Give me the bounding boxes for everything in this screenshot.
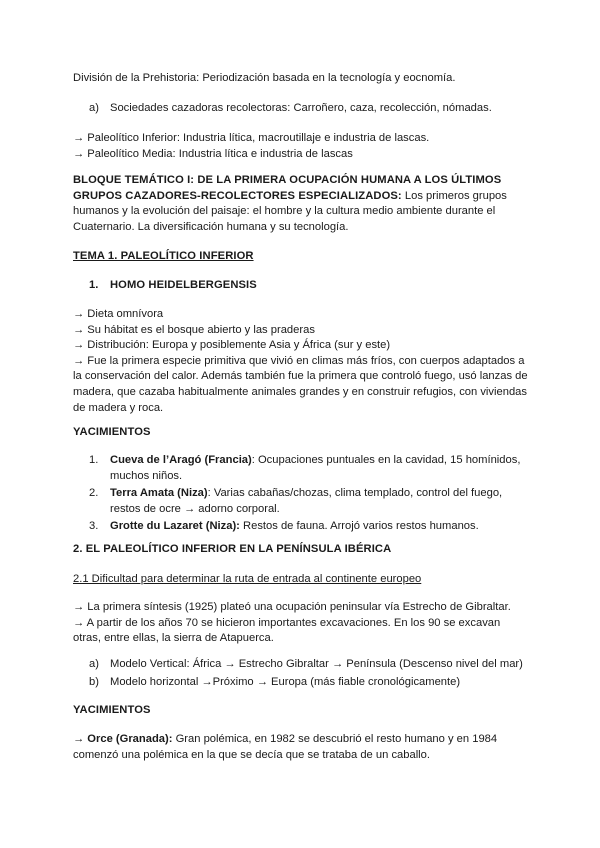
bloque-desc: Cuaternario. La diversificación humana y su tecnología. xyxy=(73,220,349,233)
paleo-line: → Paleolítico Media: Industria lítica e industria de lascas xyxy=(73,147,353,160)
site-desc: muchos niños. xyxy=(110,469,183,482)
tema1-heading: TEMA 1. PALEOLÍTICO INFERIOR xyxy=(73,250,254,262)
yacimientos-list xyxy=(73,453,553,537)
section-line: → A partir de los años 70 se hicieron importantes excavaciones. En los 90 se excavan xyxy=(73,616,501,629)
orce-paragraph xyxy=(73,732,553,763)
list-item xyxy=(73,453,553,484)
bloque-title-cont: GRUPOS CAZADORES-RECOLECTORES ESPECIALIZADOS: xyxy=(73,189,402,202)
list-item xyxy=(73,519,553,535)
homo-line: de madera y roca. xyxy=(73,401,164,414)
list-marker: a) xyxy=(89,658,99,670)
list-marker: 2. xyxy=(89,487,99,500)
homo-lines xyxy=(73,307,553,416)
site-desc: Gran polémica, en 1982 se descubrió el resto humano y en 1984 xyxy=(172,733,498,745)
model-text: Modelo Vertical: África → Estrecho Gibraltar → Península (Descenso nivel del mar) xyxy=(110,658,523,670)
homo-line: → Dieta omnívora xyxy=(73,308,164,320)
site-desc: Restos de fauna. Arrojó varios restos humanos. xyxy=(239,520,479,533)
homo-line: → Distribución: Europa y posiblemente Asia y África (sur y este) xyxy=(73,339,391,352)
intro-text: División de la Prehistoria: Periodización basada en la tecnología y eocnomía. xyxy=(73,72,456,84)
paleo-line: → Paleolítico Inferior: Industria lítica, macroutillaje e industria de lascas. xyxy=(73,132,430,144)
site-desc: : Ocupaciones puntuales en la cavidad, 15 homínidos, xyxy=(251,454,521,466)
list-item xyxy=(73,278,543,294)
paleo-lines xyxy=(73,131,533,162)
section-line: otras, entre ellas, la sierra de Atapuerca. xyxy=(73,632,274,645)
bloque-tematico xyxy=(73,173,553,235)
list-marker: 1. xyxy=(89,279,99,291)
site-desc: comenzó una polémica en la que se decía que se trataba de un caballo. xyxy=(73,748,431,761)
bloque-title: BLOQUE TEMÁTICO I: DE LA PRIMERA OCUPACIÓN HUMANA A LOS ÚLTIMOS xyxy=(73,174,502,186)
bloque-desc: Los primeros grupos xyxy=(401,189,507,202)
section-2-heading: 2. EL PALEOLÍTICO INFERIOR EN LA PENÍNSULA IBÉRICA xyxy=(73,543,392,555)
homo-line: la conservación del calor. Además también fue la primera que controló fuego, usó lanzas de xyxy=(73,370,528,383)
site-name: Terra Amata (Niza) xyxy=(110,487,208,500)
model-text: Modelo horizontal →Próximo → Europa (más fiable cronológicamente) xyxy=(110,675,461,688)
homo-line: → Su hábitat es el bosque abierto y las praderas xyxy=(73,323,315,336)
site-name: Grotte du Lazaret (Niza): xyxy=(110,520,240,533)
section-2-lines xyxy=(73,600,553,647)
yacimientos-heading: YACIMIENTOS xyxy=(73,426,151,438)
site-desc: restos de ocre → adorno corporal. xyxy=(110,502,280,515)
list-item xyxy=(73,486,553,517)
site-desc: : Varias cabañas/chozas, clima templado, control del fuego, xyxy=(207,487,503,500)
models-list xyxy=(73,657,553,692)
arrow: → xyxy=(73,733,88,745)
homo-list xyxy=(73,278,543,296)
list-marker: 3. xyxy=(89,520,99,533)
homo-line: → Fue la primera especie primitiva que vivió en climas más fríos, con cuerpos adaptados a xyxy=(73,354,525,367)
list-item xyxy=(73,101,543,117)
list-marker: 1. xyxy=(89,454,99,466)
section-2-1-heading: 2.1 Dificultad para determinar la ruta de entrada al continente europeo xyxy=(73,573,422,585)
site-name: Orce (Granada): xyxy=(87,733,173,745)
list-item xyxy=(73,675,553,691)
list-item xyxy=(73,657,553,673)
homo-line: madera, que cazaba habitualmente animales grandes y en construir refugios, con viviendas xyxy=(73,385,527,398)
list-marker: a) xyxy=(89,102,99,114)
homo-title: HOMO HEIDELBERGENSIS xyxy=(110,279,257,291)
yacimientos-heading-2: YACIMIENTOS xyxy=(73,704,151,716)
section-line: → La primera síntesis (1925) plateó una ocupación peninsular vía Estrecho de Gibraltar. xyxy=(73,601,511,613)
list-a xyxy=(73,101,543,119)
site-name: Cueva de l’Aragó (Francia) xyxy=(110,454,252,466)
bloque-desc: humanos y la evolución del paisaje: el hombre y la cultura medio ambiente durante el xyxy=(73,205,496,218)
list-item-text: Sociedades cazadoras recolectoras: Carroñero, caza, recolección, nómadas. xyxy=(110,102,492,114)
list-marker: b) xyxy=(89,675,99,688)
